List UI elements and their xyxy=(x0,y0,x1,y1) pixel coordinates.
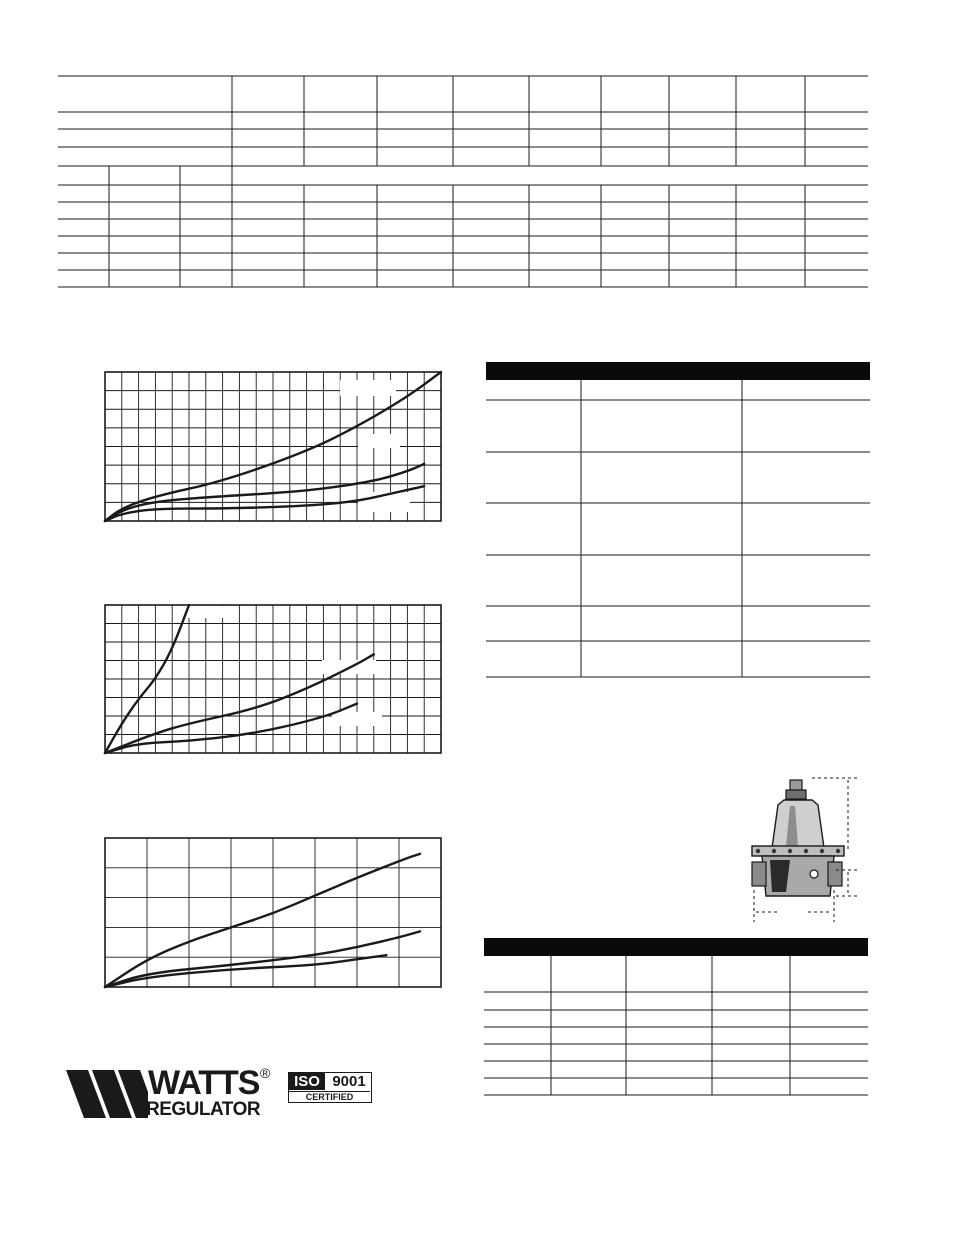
label-gap xyxy=(358,434,400,448)
adjusting-screw xyxy=(790,780,802,790)
specifications-table xyxy=(58,76,868,287)
flange-bolt xyxy=(804,849,808,853)
flange-bolt xyxy=(836,849,840,853)
gauge-port xyxy=(810,870,818,878)
iso-9001-badge xyxy=(288,1072,372,1103)
flange-bolt xyxy=(756,849,760,853)
iso-label: ISO xyxy=(289,1073,325,1090)
logo-brand-text: WATTS xyxy=(148,1064,260,1102)
regulator-illustration xyxy=(752,778,860,922)
flow-chart-2 xyxy=(105,605,441,753)
logo-sub-text: REGULATOR xyxy=(146,1099,261,1120)
flange-bolt xyxy=(772,849,776,853)
flow-curve-series-2 xyxy=(105,931,420,987)
flow-curves xyxy=(105,372,441,987)
iso-certified-text: CERTIFIED xyxy=(289,1091,370,1103)
label-gap xyxy=(340,380,396,396)
regulator-bonnet xyxy=(772,800,824,848)
dimensions-header-band xyxy=(484,938,868,956)
watts-stripes-icon xyxy=(66,1066,148,1122)
flow-curve-series-3 xyxy=(105,704,357,753)
materials-header-band xyxy=(486,362,870,380)
dimensions-table xyxy=(484,938,868,1095)
outlet-port xyxy=(828,862,842,886)
watts-logo xyxy=(66,1066,276,1122)
flange-bolt xyxy=(788,849,792,853)
inlet-port xyxy=(752,862,766,886)
flow-chart-3 xyxy=(105,838,441,987)
flange-bolt xyxy=(820,849,824,853)
regulator-flange xyxy=(752,846,844,856)
materials-table xyxy=(486,362,870,677)
label-gap xyxy=(332,712,382,726)
lock-nut xyxy=(786,790,806,799)
iso-number: 9001 xyxy=(332,1073,366,1090)
flow-chart-1 xyxy=(105,372,441,521)
logo-registered-mark: ® xyxy=(260,1065,271,1081)
